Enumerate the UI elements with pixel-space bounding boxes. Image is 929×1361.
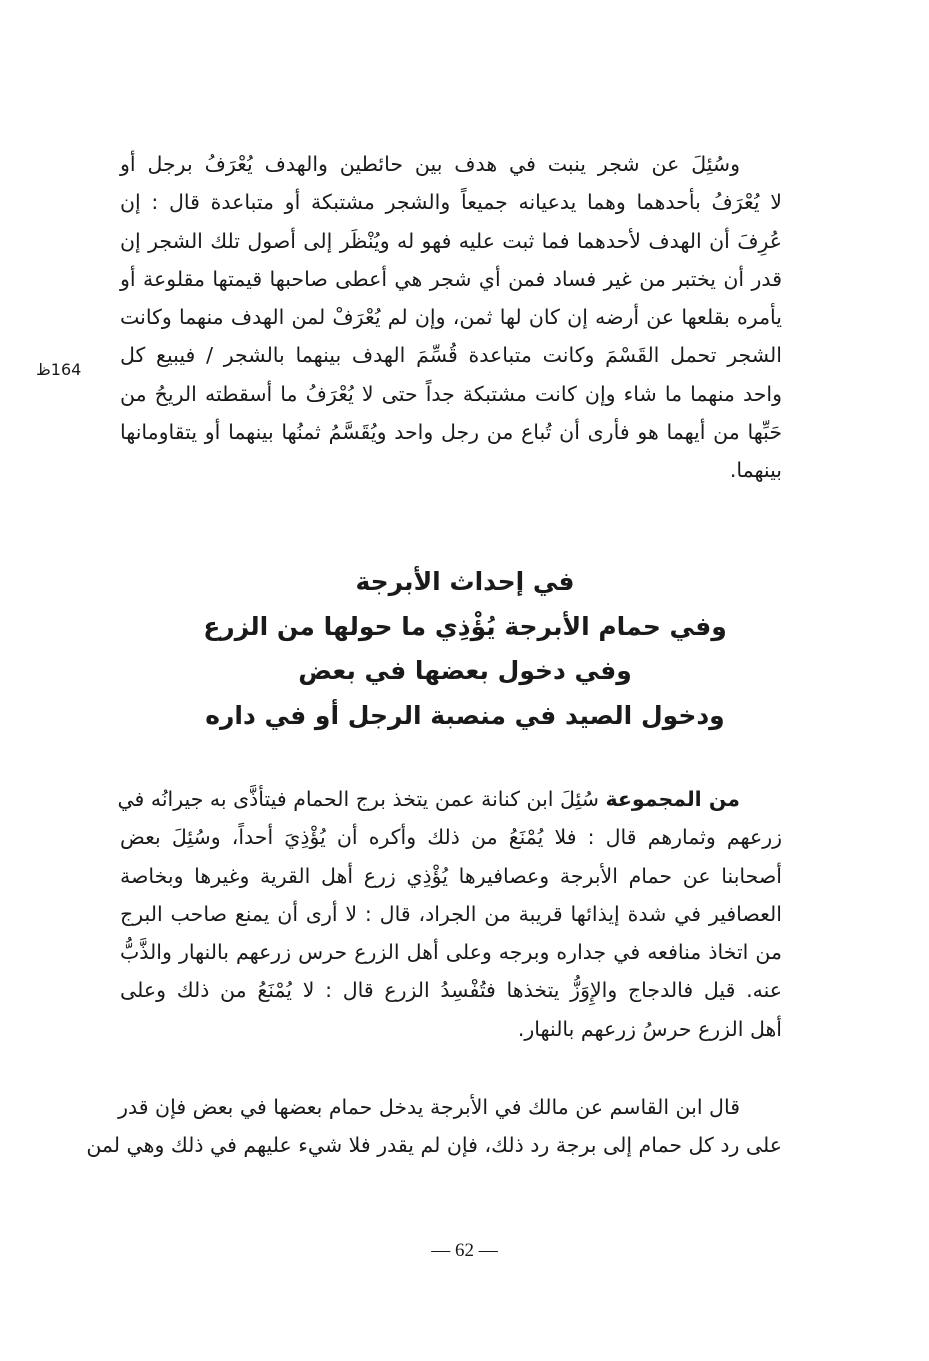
text-line: حَبِّها من أيهما هو فأرى أن تُباع من رجل واحد ويُقَسَّمُ ثمنُها بينهما أو يتقاومانها — [120, 420, 782, 445]
text-line: يأمره بقلعها عن أرضه إن كان لها ثمن، وإن لم يُعْرَفْ لمن الهدف منهما وكانت — [120, 305, 782, 330]
text-line: أهل الزرع حرسُ زرعهم بالنهار. — [517, 1016, 782, 1041]
text-line: الشجر تحمل القَسْمَ وكانت متباعدة قُسِّمَ الهدف بينهما بالشجر / فيبيع كل — [120, 343, 782, 368]
section-heading — [150, 560, 780, 738]
heading-line: وفي دخول بعضها في بعض — [298, 656, 632, 685]
text-line: على رد كل حمام إلى برجة رد ذلك، فإن لم يقدر فلا شيء عليهم في ذلك وهي لمن — [86, 1133, 782, 1158]
paragraph-2 — [117, 780, 782, 1048]
text-line: العصافير في شدة إيذائها قريبة من الجراد، قال : لا أرى أن يمنع صاحب البرج — [120, 901, 782, 926]
text-line: لا يُعْرَفُ بأحدهما وهما يدعيانه جميعاً والشجر مشتبكة أو متباعدة قال : إن — [120, 190, 782, 215]
text-line: عُرِفَ أن الهدف لأحدهما فما ثبت عليه فهو له ويُنْظَر إلى أصول تلك الشجر إن — [120, 228, 782, 253]
paragraph-3 — [86, 1088, 782, 1165]
source-title: من المجموعة — [605, 787, 740, 811]
text-line: أصحابنا عن حمام الأبرجة وعصافيرها يُؤْذِي زرع أهل القرية وغيرها وبخاصة — [120, 863, 782, 888]
margin-folio-note: 164ظ — [36, 360, 82, 379]
page-number: — 62 — — [431, 1240, 498, 1261]
text-line: قال ابن القاسم عن مالك في الأبرجة يدخل حمام بعضها في بعض فإن قدر — [118, 1095, 740, 1119]
heading-line: في إحداث الأبرجة — [355, 567, 575, 596]
text-line: بينهما. — [729, 458, 782, 483]
heading-line: وفي حمام الأبرجة يُؤْذِي ما حولها من الزرع — [203, 611, 727, 641]
text-line — [117, 780, 782, 818]
text-line: عنه. قيل فالدجاج والإِوَزُّ يتخذها فتُفْسِدُ الزرع قال : لا يُمْنَعُ من ذلك وعلى — [120, 978, 782, 1003]
text-line: زرعهم وثمارهم قال : فلا يُمْنَعُ من ذلك وأكره أن يُؤْذِيَ أحداً، وسُئِلَ بعض — [120, 825, 782, 850]
paragraph-1 — [120, 145, 782, 490]
text-line-rest: سُئِلَ ابن كنانة عمن يتخذ برج الحمام فيتأذَّى به جيرانُه في — [117, 787, 606, 811]
text-line: قدر أن يختبر من غير فساد فمن أي شجر هي أعطى صاحبها قيمتها مقلوعة أو — [120, 266, 782, 291]
text-line: وسُئِلَ عن شجر ينبت في هدف بين حائطين والهدف يُعْرَفُ برجل أو — [120, 152, 740, 176]
heading-line: ودخول الصيد في منصبة الرجل أو في داره — [205, 700, 725, 730]
text-line: واحد منهما ما شاء وإن كانت مشتبكة جداً حتى لا يُعْرَفُ ما أسقطته الريحُ من — [120, 381, 782, 406]
text-line: من اتخاذ منافعه في جداره وبرجه وعلى أهل الزرع حرس زرعهم بالنهار والذَّبُّ — [120, 940, 782, 965]
